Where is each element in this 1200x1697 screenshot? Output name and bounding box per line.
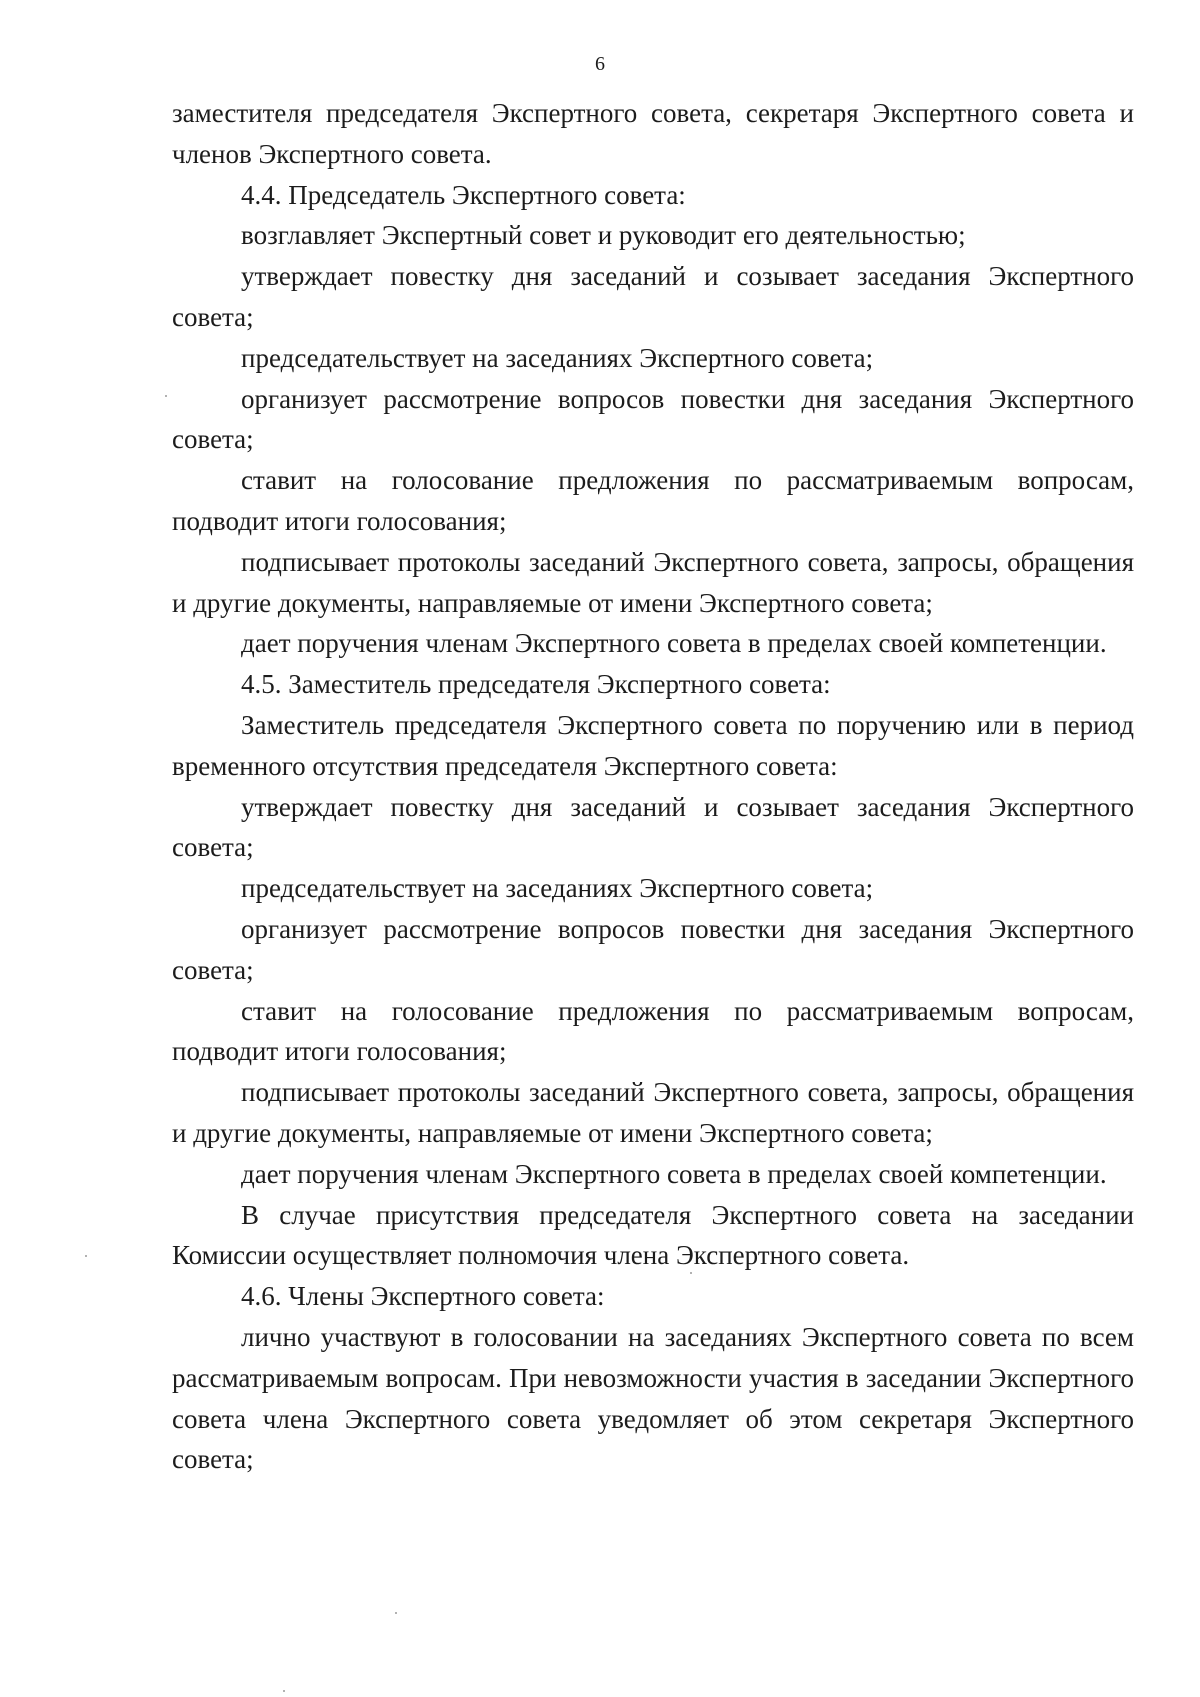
paragraph: организует рассмотрение вопросов повестки дня заседания Экспертного совета;	[172, 913, 1134, 985]
scan-speck	[395, 1612, 397, 1614]
section-heading-4-6: 4.6. Члены Экспертного совета:	[241, 1281, 605, 1312]
paragraph: председательствует на заседаниях Экспертного совета;	[241, 873, 874, 904]
paragraph: Заместитель председателя Экспертного совета по поручению или в период временного отсутствия председателя Экспертного совета:	[172, 709, 1134, 781]
paragraph-continuation: заместителя председателя Экспертного совета, секретаря Экспертного совета и членов Экспертного совета.	[172, 98, 1134, 169]
paragraph: утверждает повестку дня заседаний и созывает заседания Экспертного совета;	[172, 261, 1134, 332]
paragraph: подписывает протоколы заседаний Экспертного совета, запросы, обращения и другие документы, направляемые от имени Экспертного совета;	[172, 1077, 1134, 1148]
paragraph: председательствует на заседаниях Экспертного совета;	[241, 342, 874, 373]
scan-speck	[85, 1255, 87, 1257]
scan-speck	[690, 1272, 692, 1274]
section-heading-4-4: 4.4. Председатель Экспертного совета:	[241, 179, 686, 210]
document-body	[172, 93, 1134, 1480]
paragraph: лично участвуют в голосовании на заседаниях Экспертного совета по всем рассматриваемым вопросам. При невозможности участия в заседании Экспертного совета члена Экспертного совета уведомляет об этом секретаря Экспертного совета;	[172, 1321, 1134, 1475]
paragraph: ставит на голосование предложения по рассматриваемым вопросам, подводит итоги голосования;	[172, 465, 1134, 536]
paragraph: организует рассмотрение вопросов повестки дня заседания Экспертного совета;	[172, 383, 1134, 455]
paragraph: возглавляет Экспертный совет и руководит его деятельностью;	[241, 220, 966, 251]
scan-speck	[165, 395, 167, 397]
paragraph: утверждает повестку дня заседаний и созывает заседания Экспертного совета;	[172, 791, 1134, 863]
paragraph: дает поручения членам Экспертного совета в пределах своей компетенции.	[241, 1158, 1107, 1189]
paragraph: дает поручения членам Экспертного совета в пределах своей компетенции.	[241, 628, 1107, 659]
paragraph: ставит на голосование предложения по рассматриваемым вопросам, подводит итоги голосования;	[172, 995, 1134, 1067]
paragraph: В случае присутствия председателя Экспертного совета на заседании Комиссии осуществляет полномочия члена Экспертного совета.	[172, 1199, 1134, 1271]
section-heading-4-5: 4.5. Заместитель председателя Экспертного совета:	[241, 669, 831, 700]
page-number: 6	[595, 53, 605, 75]
scan-speck	[283, 1690, 285, 1692]
paragraph: подписывает протоколы заседаний Экспертного совета, запросы, обращения и другие документы, направляемые от имени Экспертного совета;	[172, 546, 1134, 618]
